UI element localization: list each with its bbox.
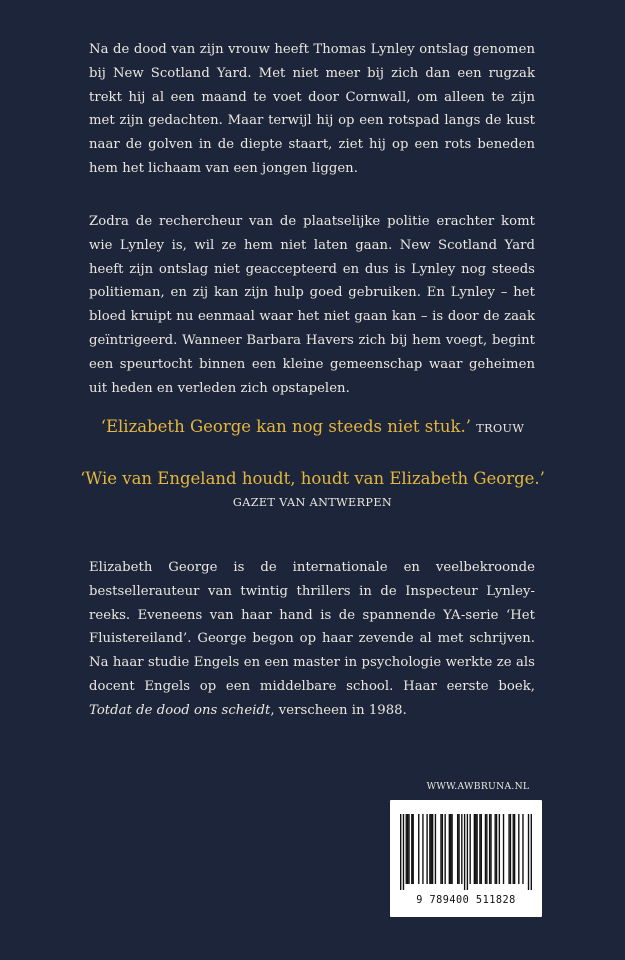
barcode-bar: [494, 814, 495, 884]
barcode-bar: [426, 814, 427, 884]
barcode-bar: [503, 814, 504, 884]
barcode-bar: [469, 814, 470, 884]
barcode-bar: [429, 814, 430, 884]
barcode-bar: [444, 814, 445, 884]
barcode-bar: [442, 814, 443, 884]
barcode-bar: [418, 814, 419, 884]
barcode-bar: [479, 814, 480, 884]
barcode-bar: [474, 814, 475, 884]
barcode-bar: [496, 814, 497, 884]
barcode-bar: [510, 814, 511, 884]
barcode-bar: [406, 814, 407, 884]
barcode-bar: [413, 814, 414, 884]
barcode-bar: [499, 814, 500, 884]
book-title: Totdat de dood ons scheidt: [89, 702, 271, 718]
barcode-bar: [475, 814, 476, 884]
author-bio-text: Elizabeth George is de internationale en veelbekroonde bestsellerauteur van twintig thrillers in de Inspecteur Lynley-reeks. Eveneens van haar hand is de spannende: [89, 560, 535, 623]
summary-paragraph-2: Zodra de rechercheur van de plaatselijke politie erachter komt wie Lynley is, wil ze hem niet laten gaan. New Scotland Yard heeft zijn ontslag niet geaccepteerd en dus is Lynley nog steeds politieman, en zij kan zijn hulp goed gebruiken. En Lynley – het bloed kruipt nu eenmaal waar het niet gaan kan – is door de zaak geïntrigeerd. Wanneer Barbara Havers zich bij hem voegt, begint een speurtocht binnen een kleine gemeenschap waar geheimen uit heden en verleden zich opstapelen.: [89, 214, 535, 396]
quote-text: ‘Wie van Engeland houdt, houdt van Elizabeth George.’: [80, 469, 545, 488]
barcode-bar: [403, 814, 404, 890]
review-quote-gazet-van-antwerpen: [0, 467, 625, 491]
barcode-bar: [514, 814, 515, 884]
review-quote-trouw: [0, 415, 625, 441]
barcode-bar: [508, 814, 509, 884]
barcode-bar: [449, 814, 450, 884]
barcode-bar: [485, 814, 486, 884]
isbn-number: 9 789400 511828: [416, 895, 516, 906]
barcode-bar: [422, 814, 423, 884]
author-bio-text: -serie ‘Het Fluistereiland’. George begon op haar zevende al met schrijven. Na haar studie Engels en een master in psychologie werkte ze als docent Engels op een middelbare school. Haar eerste boek,: [89, 607, 535, 694]
barcode-bar: [451, 814, 452, 884]
barcode-bar: [435, 814, 436, 884]
barcode-bar: [408, 814, 409, 884]
barcode-bar: [400, 814, 401, 890]
barcode-bar: [457, 814, 458, 884]
barcode-bar: [476, 814, 477, 884]
barcode-bar: [528, 814, 529, 890]
barcode-bar: [464, 814, 465, 890]
barcode-bar: [490, 814, 491, 884]
barcode-bar: [407, 814, 408, 884]
barcode-bar: [481, 814, 482, 884]
summary-paragraph-1: Na de dood van zijn vrouw heeft Thomas Lynley ontslag genomen bij New Scotland Yard. Met niet meer bij zich dan een rugzak trekt hij al een maand te voet door Cornwall, om alleen te zijn met zijn gedachten. Maar terwijl hij op een rotspad langs de kust naar de golven in de diepte staart, ziet hij op een rots beneden hem het lichaam van een jongen liggen.: [89, 42, 535, 176]
barcode-bar: [411, 814, 412, 884]
barcode-bar: [513, 814, 514, 884]
ya-label: YA: [443, 607, 461, 623]
author-bio-text: , verscheen in 1988.: [270, 702, 407, 718]
quote-text: ‘Elizabeth George kan nog steeds niet stuk.’: [100, 417, 472, 436]
quote-source: TROUW: [476, 422, 525, 435]
barcode-bar: [432, 814, 433, 884]
barcode-bar: [518, 814, 519, 884]
barcode-bar: [522, 814, 523, 884]
quote-source: GAZET VAN ANTWERPEN: [232, 496, 393, 509]
barcode-bar: [440, 814, 441, 884]
barcode-bar: [467, 814, 468, 890]
barcode-bar: [486, 814, 487, 884]
barcode-bar: [531, 814, 532, 890]
barcode-bars: [400, 814, 532, 890]
barcode-bar: [461, 814, 462, 884]
barcode-bar: [431, 814, 432, 884]
isbn-barcode: [390, 800, 542, 917]
publisher-website: WWW.AWBRUNA.NL: [426, 781, 530, 792]
barcode-bar: [458, 814, 459, 884]
barcode-bar: [489, 814, 490, 884]
author-bio: [89, 556, 535, 723]
barcode-bar: [450, 814, 451, 884]
